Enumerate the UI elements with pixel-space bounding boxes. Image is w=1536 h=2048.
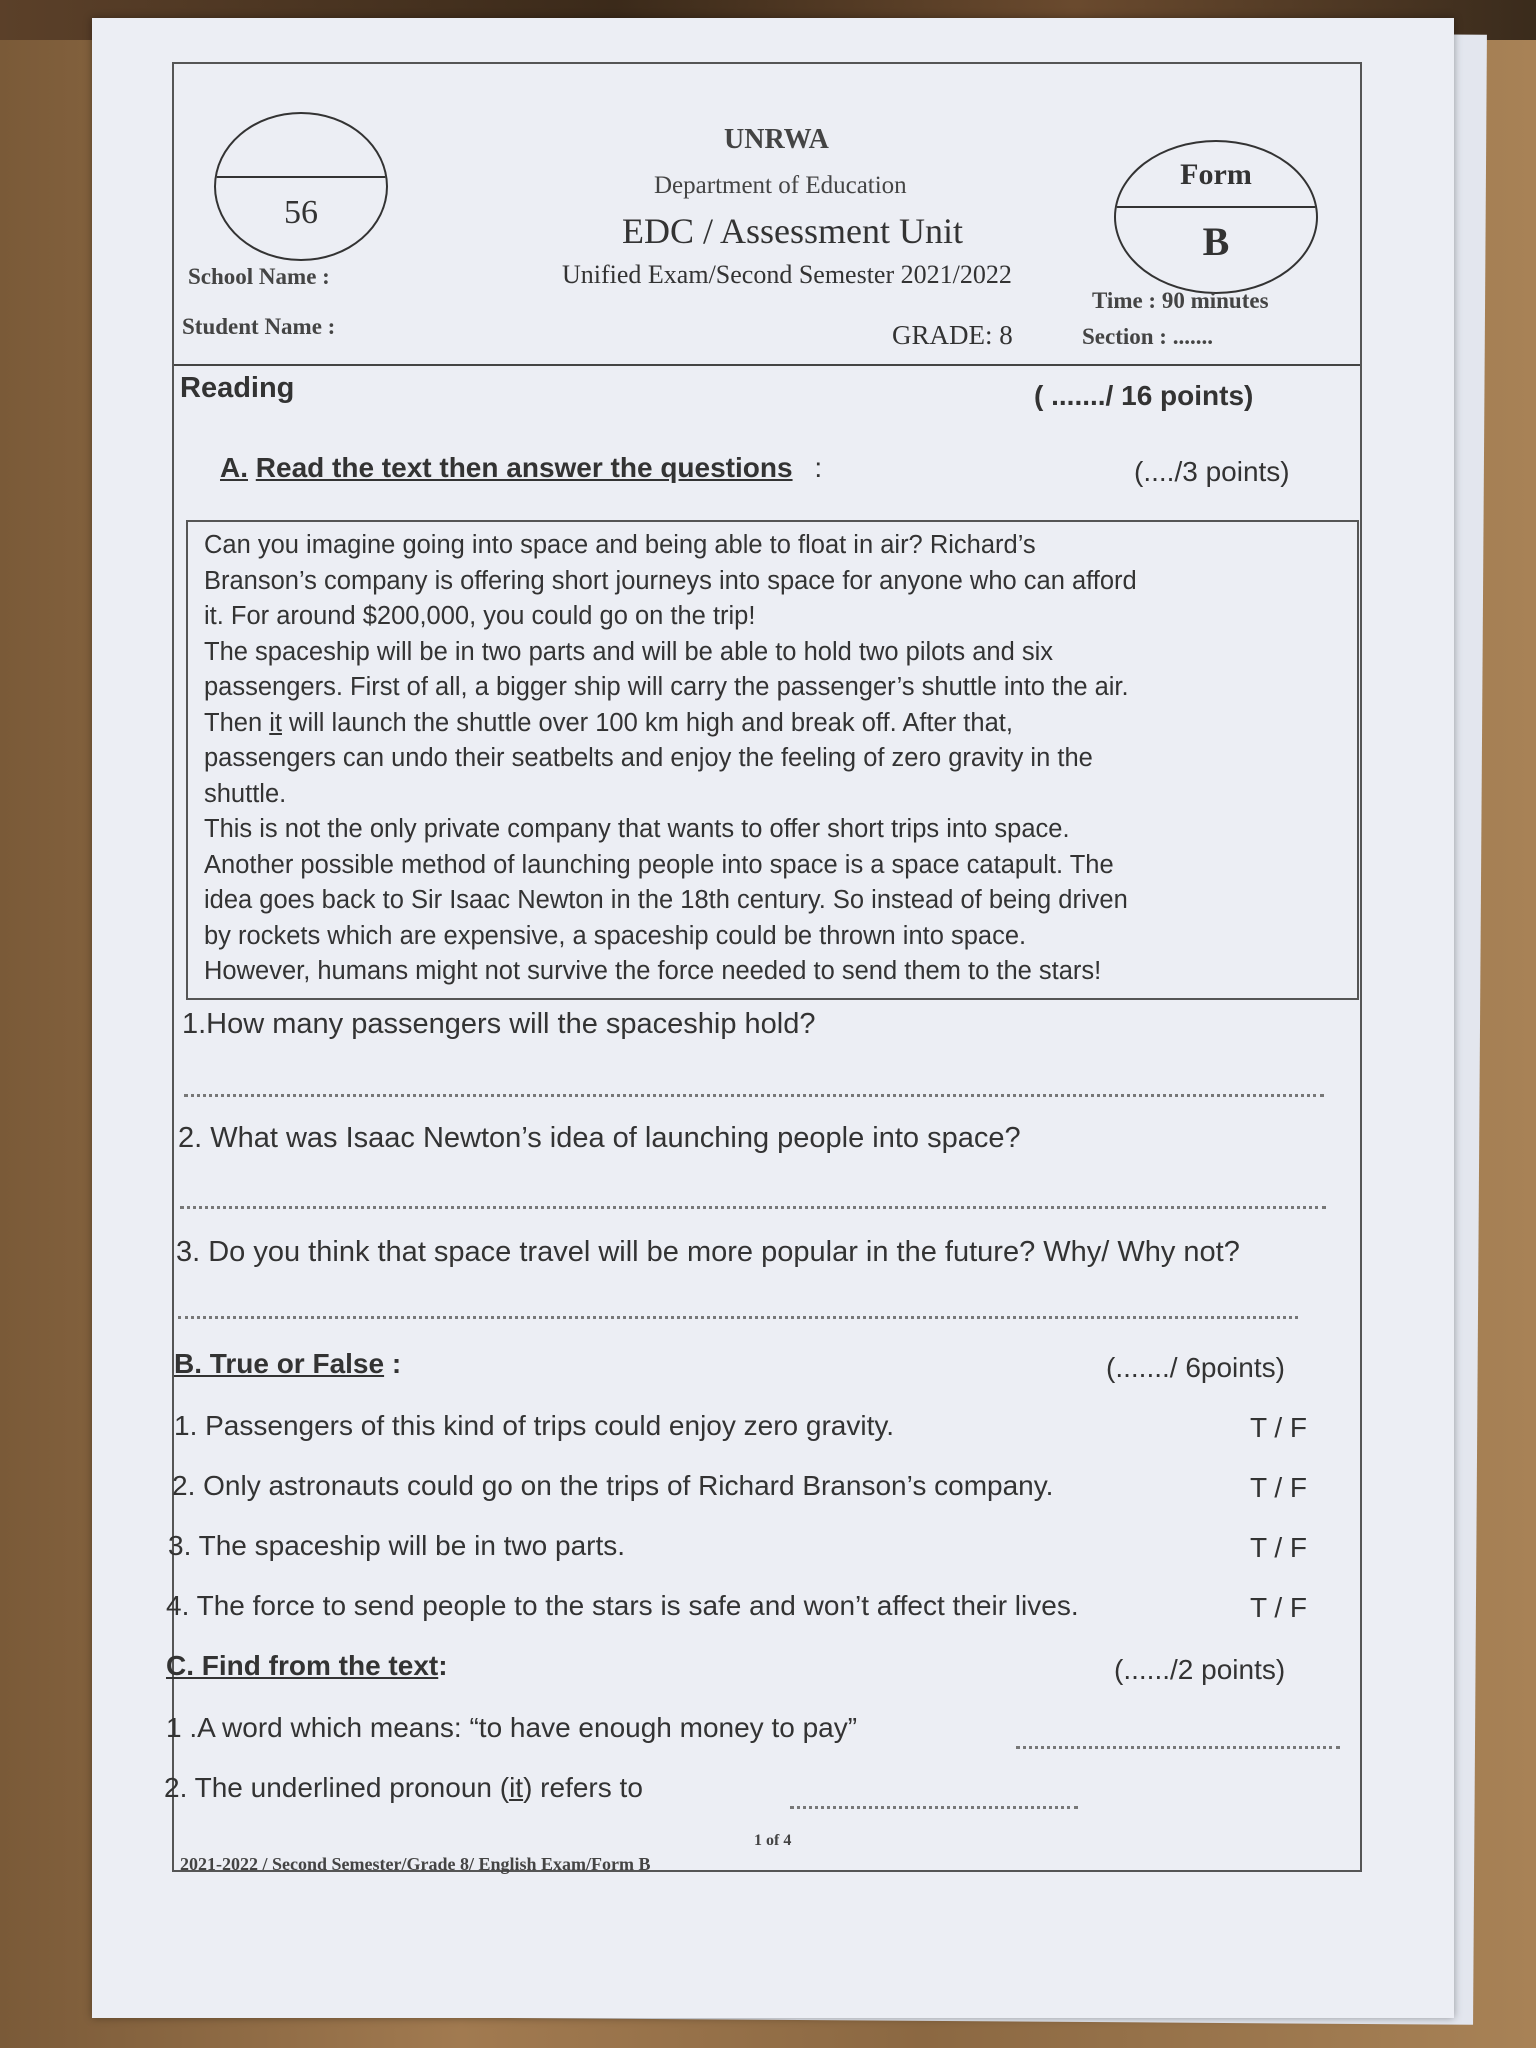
part-b-title: B. True or False <box>174 1348 385 1379</box>
passage-line: Can you imagine going into space and being able to float in air? Richard’s <box>204 531 1036 559</box>
passage-line: idea goes back to Sir Isaac Newton in the 18th century. So instead of being driven <box>204 886 1128 914</box>
exam-frame <box>164 62 1362 1874</box>
part-c-title: C. Find from the text <box>166 1650 439 1681</box>
part-c-points: (....../2 points) <box>1114 1654 1286 1685</box>
question-3: 3. Do you think that space travel will be more popular in the future? Why/ Why not? <box>176 1236 1240 1268</box>
footer-info: 2021-2022 / Second Semester/Grade 8/ English Exam/Form B <box>180 1854 651 1874</box>
find-question-1: 1 .A word which means: “to have enough money to pay” <box>166 1712 858 1743</box>
part-b-colon: : <box>384 1348 402 1379</box>
answer-line-2[interactable] <box>180 1206 1326 1209</box>
time-label: Time : 90 minutes <box>1092 288 1269 313</box>
passage-line: This is not the only private company that wants to offer short trips into space. <box>204 815 1070 843</box>
part-a-points: (..../3 points) <box>1134 456 1290 487</box>
part-c-colon: : <box>438 1650 448 1681</box>
tf-statement: 4. The force to send people to the stars is safe and won’t affect their lives. <box>166 1590 1079 1621</box>
passage-line: passengers can undo their seatbelts and enjoy the feeling of zero gravity in the <box>204 744 1093 772</box>
find-question-2-text: 2. The underlined pronoun ( <box>164 1772 510 1803</box>
score-value: 56 <box>284 194 318 231</box>
part-a-letter: A. <box>220 452 248 483</box>
passage-line: shuttle. <box>204 779 287 808</box>
passage-line: Branson’s company is offering short journeys into space for anyone who can afford <box>204 566 1137 595</box>
unit-title: EDC / Assessment Unit <box>622 211 964 251</box>
org-title: UNRWA <box>724 124 829 155</box>
passage-line: passengers. First of all, a bigger ship will carry the passenger’s shuttle into the air. <box>204 673 1129 701</box>
part-c-heading <box>166 1650 448 1682</box>
passage-line: However, humans might not survive the force needed to send them to the stars! <box>204 957 1102 985</box>
exam-paper <box>92 18 1454 2018</box>
student-name-label: Student Name : <box>182 314 336 339</box>
form-oval <box>1114 140 1318 294</box>
find-answer-line-2[interactable] <box>790 1806 1078 1809</box>
passage-line: it. For around $200,000, you could go on the trip! <box>204 602 756 630</box>
underlined-pronoun-ref: it <box>509 1772 524 1803</box>
part-a-heading <box>220 452 822 484</box>
question-2: 2. What was Isaac Newton’s idea of launching people into space? <box>178 1122 1021 1154</box>
page-number: 1 of 4 <box>754 1832 792 1849</box>
answer-line-1[interactable] <box>184 1094 1324 1097</box>
find-answer-line-1[interactable] <box>1016 1746 1340 1749</box>
exam-title: Unified Exam/Second Semester 2021/2022 <box>562 260 1012 289</box>
passage-text: will launch the shuttle over 100 km high and break off. After that, <box>281 708 1013 737</box>
form-value: B <box>1202 219 1230 264</box>
tf-choice[interactable]: T / F <box>1250 1412 1308 1443</box>
grade-label: GRADE: 8 <box>892 320 1013 350</box>
tf-choice[interactable]: T / F <box>1250 1532 1308 1563</box>
part-b-points: (......./ 6points) <box>1106 1352 1285 1383</box>
passage-line: The spaceship will be in two parts and will be able to hold two pilots and six <box>204 637 1054 666</box>
answer-line-3[interactable] <box>178 1316 1298 1319</box>
header-divider <box>174 364 1360 366</box>
underlined-pronoun: it <box>269 708 282 737</box>
tf-statement: 1. Passengers of this kind of trips could enjoy zero gravity. <box>174 1410 895 1441</box>
passage-line: by rockets which are expensive, a spaceship could be thrown into space. <box>204 921 1027 950</box>
section-label: Section : ....... <box>1082 324 1213 349</box>
tf-choice[interactable]: T / F <box>1250 1472 1308 1503</box>
find-question-2-text: ) refers to <box>523 1772 643 1803</box>
tf-statement: 3. The spaceship will be in two parts. <box>168 1530 626 1561</box>
reading-points: ( ......./ 16 points) <box>1034 380 1254 411</box>
part-b-heading <box>174 1348 401 1380</box>
tf-choice[interactable]: T / F <box>1250 1592 1308 1623</box>
department-title: Department of Education <box>654 172 907 199</box>
part-a-colon: : <box>814 452 823 483</box>
reading-passage <box>186 520 1359 1000</box>
score-oval <box>214 112 388 261</box>
question-1: 1.How many passengers will the spaceship hold? <box>182 1008 816 1040</box>
find-question-2 <box>164 1772 643 1804</box>
part-a-title: Read the text then answer the questions <box>255 452 793 483</box>
passage-line <box>204 706 1341 742</box>
passage-text: Then <box>204 708 270 737</box>
school-name-label: School Name : <box>188 264 330 289</box>
reading-title: Reading <box>180 372 295 404</box>
tf-statement: 2. Only astronauts could go on the trips of Richard Branson’s company. <box>172 1470 1054 1501</box>
form-label: Form <box>1180 158 1252 191</box>
passage-line: Another possible method of launching people into space is a space catapult. The <box>204 850 1114 879</box>
